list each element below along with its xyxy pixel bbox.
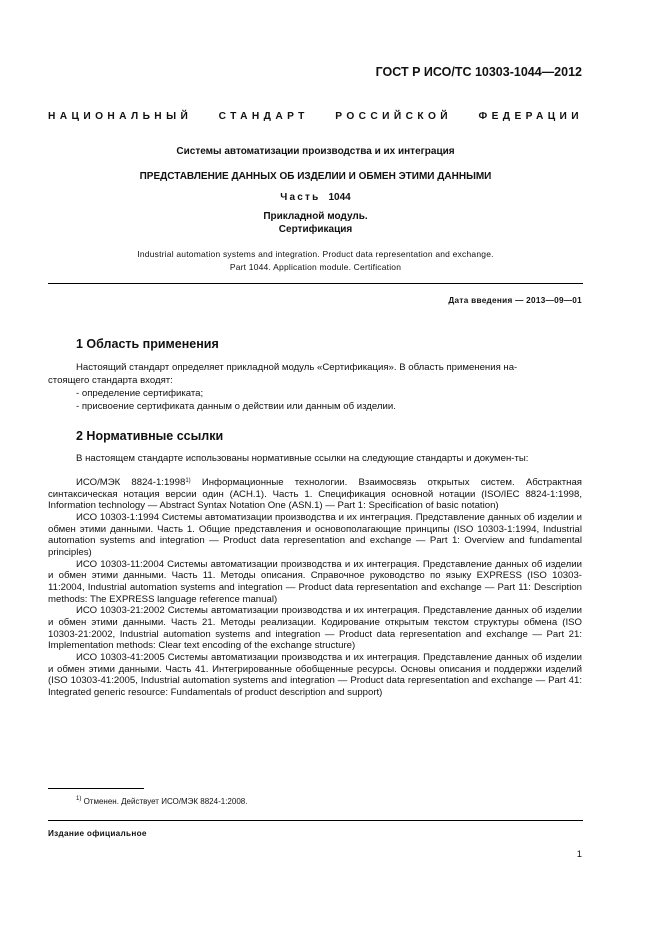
reference-item: ИСО 10303-11:2004 Системы автоматизации производства и их интеграция. Представление данных об изделии и обмен этими данными. Часть 11. Методы описания. Справочное руководство по языку EXPRESS (ISO 10303-11:2004, Industrial automation systems and integration — Product data representation and exchange — Part 11: Description methods: The EXPRESS language reference manual) [48, 558, 582, 605]
english-title [48, 248, 583, 273]
reference-item: ИСО 10303-1:1994 Системы автоматизации производства и их интеграция. Представление данных об изделии и обмен этими данными. Часть 1. Общие представления и основополагающие принципы (ISO 10303-1:1994, Industrial automation systems and integration — Product data representation and exchange — Part 1: Overview and fundamental principles) [48, 511, 583, 558]
main-title: ПРЕДСТАВЛЕНИЕ ДАННЫХ ОБ ИЗДЕЛИИ И ОБМЕН ЭТИМИ ДАННЫМИ [139, 171, 492, 182]
module-title-line1: Прикладной модуль. [263, 211, 368, 222]
footer-divider [48, 820, 583, 821]
list-item: - присвоение сертификата данным о действии или данным об изделии. [76, 401, 396, 412]
section-2-intro: В настоящем стандарте использованы нормативные ссылки на следующие стандарты и докумен-ты: [76, 453, 529, 464]
part-label: Часть [280, 192, 321, 203]
page-number: 1 [576, 849, 582, 860]
footnote-divider [48, 788, 144, 789]
reference-item: ИСО/МЭК 8824-1:1998$^{1)}$ Информационные технологии. Взаимосвязь открытых систем. Абстрактная синтаксическая нотация версии один (АСН.1). Часть 1. Спецификация основной нотации (ISO/IEC 8824-1:1998, Information technology — Abstract Syntax Notation One (ASN.1) — Part 1: Specification of basic notation) [48, 477, 582, 512]
series-title: Системы автоматизации производства и их интеграция [176, 146, 455, 157]
section-2-heading: 2 Нормативные ссылки [76, 429, 224, 443]
edition-label: Издание официальное [48, 829, 147, 838]
list-item: - определение сертификата; [76, 388, 204, 399]
normative-references [48, 477, 582, 698]
reference-item: ИСО 10303-41:2005 Системы автоматизации производства и их интеграция. Представление данных об изделии и обмен этими данными. Часть 41. Интегрированные обобщенные ресурсы. Основы описания и поддержки изделий (ISO 10303-41:2005, Industrial automation systems and integration — Product data representation and exchange — Part 41: Integrated generic resource: Fundamentals of product description and support) [48, 651, 582, 698]
section-1-para-line2: стоящего стандарта входят: [48, 375, 173, 386]
reference-item: ИСО 10303-21:2002 Системы автоматизации производства и их интеграция. Представление данных об изделии и обмен этими данными. Часть 21. Методы реализации. Кодирование открытым текстом структуры обмена (ISO 10303-21:2002, Industrial automation systems and integration — Product data representation and exchange — Part 21: Implementation methods: Clear text encoding of the exchange structure) [48, 605, 582, 652]
english-title-line1: Industrial automation systems and integration. Product data representation and exchange. [137, 249, 494, 259]
section-1-heading: 1 Область применения [76, 337, 219, 351]
english-title-line2: Part 1044. Application module. Certification [229, 261, 402, 272]
intro-date: Дата введения — 2013—09—01 [448, 296, 582, 305]
footnote-mark: 1) [76, 796, 82, 802]
part-number: 1044 [328, 192, 351, 203]
national-standard-banner: НАЦИОНАЛЬНЫЙ СТАНДАРТ РОССИЙСКОЙ ФЕДЕРАЦИИ [48, 111, 583, 122]
module-title-line2: Сертификация [278, 224, 353, 235]
document-code: ГОСТ Р ИСО/ТС 10303-1044—2012 [375, 65, 582, 79]
module-title [48, 210, 583, 236]
footnote-mark: 1) [185, 478, 191, 484]
part-line [48, 192, 583, 203]
section-1-para-line1: Настоящий стандарт определяет прикладной модуль «Сертификация». В область применения на- [76, 362, 518, 373]
title-divider [48, 283, 583, 284]
footnote: $^{1)}$ Отменен. Действует ИСО/МЭК 8824-1:2008. [76, 796, 248, 806]
